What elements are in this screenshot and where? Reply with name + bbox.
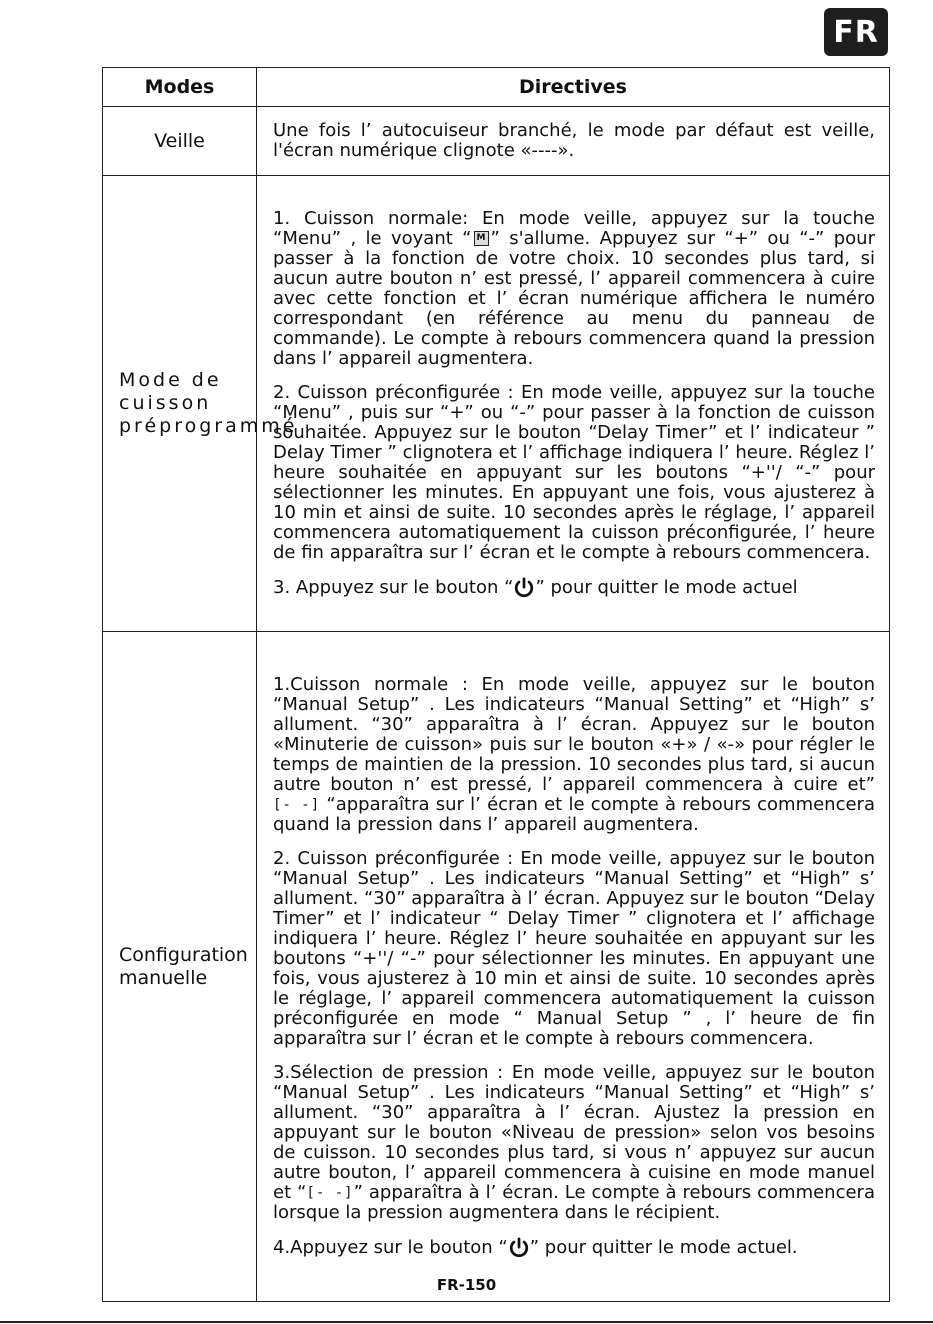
directive-paragraph: [273, 209, 875, 369]
directive-paragraph: Une fois l’ autocuiseur branché, le mode par défaut est veille, l'écran numérique clignote «----».: [273, 120, 875, 161]
paragraph-text: 3.Sélection de pression : En mode veille, appuyez sur le bouton “Manual Setup” . Les indicateurs “Manual Setting” et “High” s’ allument. “30” apparaîtra à l’ écran. Ajustez la pression en appuyant sur le bouton «Niveau de pression» selon vos besoins de cuisson. 10 secondes plus tard, si vous n’ appuyez sur aucun autre bouton, l’ appareil commencera à cuisine en mode manuel et “: [273, 1061, 875, 1203]
paragraph-text: 4.Appuyez sur le bouton “: [273, 1236, 508, 1258]
header-modes: Modes: [103, 68, 257, 107]
paragraph-text: ” pour quitter le mode actuel.: [529, 1236, 798, 1258]
directive-paragraph: 2. Cuisson préconfigurée : En mode veille, appuyez sur la touche “Menu” , puis sur “+” ou “-” pour passer à la fonction de cuisson souhaitée. Appuyez sur le bouton “Delay Timer” et l’ indicateur ” Delay Timer ” clignotera et l’ affichage indiquera l’ heure. Réglez l’ heure souhaitée en appuyant sur les boutons “+''/ “-” pour sélectionner les minutes. En appuyant une fois, vous ajusterez à 10 min et ainsi de suite. 10 secondes après le réglage, l’ appareil commencera automatiquement la cuisson préconfigurée, l’ heure de fin apparaîtra sur l’ écran et le compte à rebours commencera.: [273, 381, 875, 563]
directive-cell: [257, 176, 890, 632]
paragraph-text: 1. Cuisson normale: En mode veille, appuyez sur la touche “Menu” , le voyant “: [273, 207, 875, 249]
table-header-row: [103, 68, 890, 107]
power-icon: [513, 577, 535, 599]
paragraph-text: ” apparaîtra à l’ écran. Le compte à rebours commencera lorsque la pression augmentera dans le récipient.: [273, 1181, 875, 1223]
language-badge: FR: [824, 8, 888, 56]
directive-paragraph: [273, 1063, 875, 1223]
table-row: [103, 632, 890, 1302]
directive-paragraph: [273, 675, 875, 835]
directive-cell: [257, 107, 890, 176]
paragraph-text: ” s'allume. Appuyez sur “+” ou “-” pour passer à la fonction de votre choix. 10 secondes plus tard, si aucun autre bouton n’ est pressé, l’ appareil commencera à cuire avec cette fonction et l’ écran numérique affichera le numéro correspondant (en référence au menu du panneau de commande). Le compte à rebours commencera quand la pression dans l’ appareil augmentera.: [273, 227, 875, 369]
paragraph-text: “apparaîtra sur l’ écran et le compte à rebours commencera quand la pression dans l’ appareil augmentera.: [273, 793, 875, 835]
directive-paragraph: 2. Cuisson préconfigurée : En mode veille, appuyez sur le bouton “Manual Setup” . Les indicateurs “Manual Setting” et “High” s’ allument. “30” apparaîtra à l’ écran. Appuyez sur le bouton “Delay Timer” et l’ indicateur “ Delay Timer ” clignotera et l’ affichage indiquera l’ heure. Réglez l’ heure souhaitée en appuyant sur les boutons “+''/ “-” pour sélectionner les minutes. En appuyant une fois, vous ajusterez à 10 min et ainsi de suite. 10 secondes après le réglage, l’ appareil commencera automatiquement la cuisson préconfigurée en mode “ Manual Setup ” , l’ heure de fin apparaîtra sur l’ écran et le compte à rebours commencera.: [273, 847, 875, 1049]
mode-label: Mode de cuisson préprogrammé: [103, 176, 257, 632]
paragraph-text: ” pour quitter le mode actuel: [535, 576, 798, 598]
directive-paragraph: [273, 1237, 875, 1259]
mode-label: Configuration manuelle: [103, 632, 257, 1302]
table-row: [103, 107, 890, 176]
table-row: [103, 176, 890, 632]
segment-display-icon: [- -]: [273, 796, 321, 813]
paragraph-text: 1.Cuisson normale : En mode veille, appuyez sur le bouton “Manual Setup” . Les indicateurs “Manual Setting” et “High” s’ allument. “30” apparaîtra à l’ écran. Appuyez sur le bouton «Minuterie de cuisson» puis sur le bouton «+» / «-» pour régler le temps de maintien de la pression. 10 secondes plus tard, si aucun autre bouton n’ est pressé, l’ appareil commencera à cuire et”: [273, 673, 875, 795]
bottom-divider: [0, 1321, 933, 1323]
power-icon: [508, 1237, 530, 1259]
header-directives: Directives: [257, 68, 890, 107]
directive-cell: [257, 632, 890, 1302]
menu-indicator-icon: M: [474, 231, 489, 246]
mode-label: Veille: [103, 107, 257, 176]
directive-paragraph: [273, 577, 875, 599]
segment-display-icon: [- -]: [306, 1184, 354, 1201]
modes-directives-table: [102, 67, 890, 1302]
page-number: FR-150: [436, 1276, 497, 1294]
paragraph-text: 3. Appuyez sur le bouton “: [273, 576, 514, 598]
